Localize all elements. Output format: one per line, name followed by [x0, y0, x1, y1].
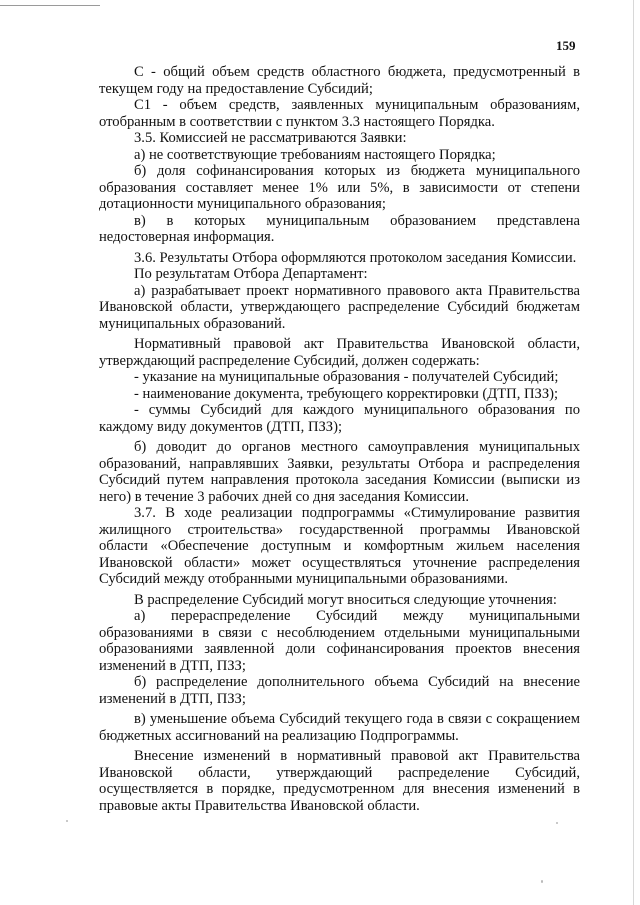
amendments-paragraph: Внесение изменений в нормативный правовой акт Правительства Ивановской области, утверждающий распределение Субсидий, осуществляется в порядке, предусмотренном для внесения изменений в правовые акты Правительства Ивановской области.: [99, 748, 580, 814]
requirement-item-amounts: - суммы Субсидий для каждого муниципального образования по каждому виду документов (ДТП, ПЗЗ);: [99, 402, 580, 435]
list-item-3-5-b: б) доля софинансирования которых из бюджета муниципального образования составляет менее 1% или 5%, в зависимости от степени дотационности муниципального образования;: [99, 163, 580, 212]
department-results-intro: По результатам Отбора Департамент:: [134, 266, 368, 282]
list-item-3-5-v: в) в которых муниципальным образованием представлена недостоверная информация.: [99, 212, 580, 245]
clarification-item-v: в) уменьшение объема Субсидий текущего года в связи с сокращением бюджетных ассигнований на реализацию Подпрограммы.: [99, 711, 580, 744]
clarifications-intro: В распределение Субсидий могут вноситься следующие уточнения:: [134, 591, 557, 608]
scan-shadow-line: [633, 0, 634, 905]
list-item-department-b: б) доводит до органов местного самоуправления муниципальных образований, направлявших Заявки, результаты Отбора и распределения Субсидий путем направления протокола заседания Комиссии (выписки из него) в течение 3 рабочих дней со дня заседания Комиссии.: [99, 439, 580, 505]
paragraph-c-definition: С - общий объем средств областного бюджета, предусмотренный в текущем году на предоставление Субсидий;: [99, 64, 580, 97]
page-number: 159: [556, 38, 576, 53]
clarification-item-a: а) перераспределение Субсидий между муниципальными образованиями в связи с несоблюдением отдельными муниципальными образованиями заявленной доли софинансирования проектов внесения изменений в ДТП, ПЗЗ;: [99, 608, 580, 674]
section-3-6-paragraph: 3.6. Результаты Отбора оформляются протоколом заседания Комиссии.: [134, 249, 577, 266]
list-item-3-5-a: а) не соответствующие требованиям настоящего Порядка;: [134, 146, 496, 163]
paragraph-c1-definition: С1 - объем средств, заявленных муниципальным образованиям, отобранным в соответствии с пунктом 3.3 настоящего Порядка.: [99, 97, 580, 130]
requirement-item-recipients: - указание на муниципальные образования - получателей Субсидий;: [134, 369, 559, 385]
scan-speck: [66, 820, 68, 822]
section-3-7-paragraph: 3.7. В ходе реализации подпрограммы «Стимулирование развития жилищного строительства» государственной программы Ивановской области «Обеспечение доступным и комфортным жильем населения Ивановской области» может осуществляться уточнение распределения Субсидий между отобранными муниципальными образованиями.: [99, 505, 580, 587]
scan-speck: [541, 880, 543, 883]
document-body: [99, 64, 580, 814]
scan-edge-line: [0, 5, 100, 6]
normative-act-requirements: Нормативный правовой акт Правительства Ивановской области, утверждающий распределение Субсидий, должен содержать:: [99, 336, 580, 369]
requirement-item-document: - наименование документа, требующего корректировки (ДТП, ПЗЗ);: [134, 385, 559, 402]
list-item-department-a: а) разрабатывает проект нормативного правового акта Правительства Ивановской области, утверждающего распределение Субсидий бюджетам муниципальных образований.: [99, 282, 580, 332]
scan-speck: [556, 822, 558, 824]
section-3-5-heading: 3.5. Комиссией не рассматриваются Заявки:: [134, 130, 407, 146]
clarification-item-b: б) распределение дополнительного объема Субсидий на внесение изменений в ДТП, ПЗЗ;: [99, 674, 580, 707]
